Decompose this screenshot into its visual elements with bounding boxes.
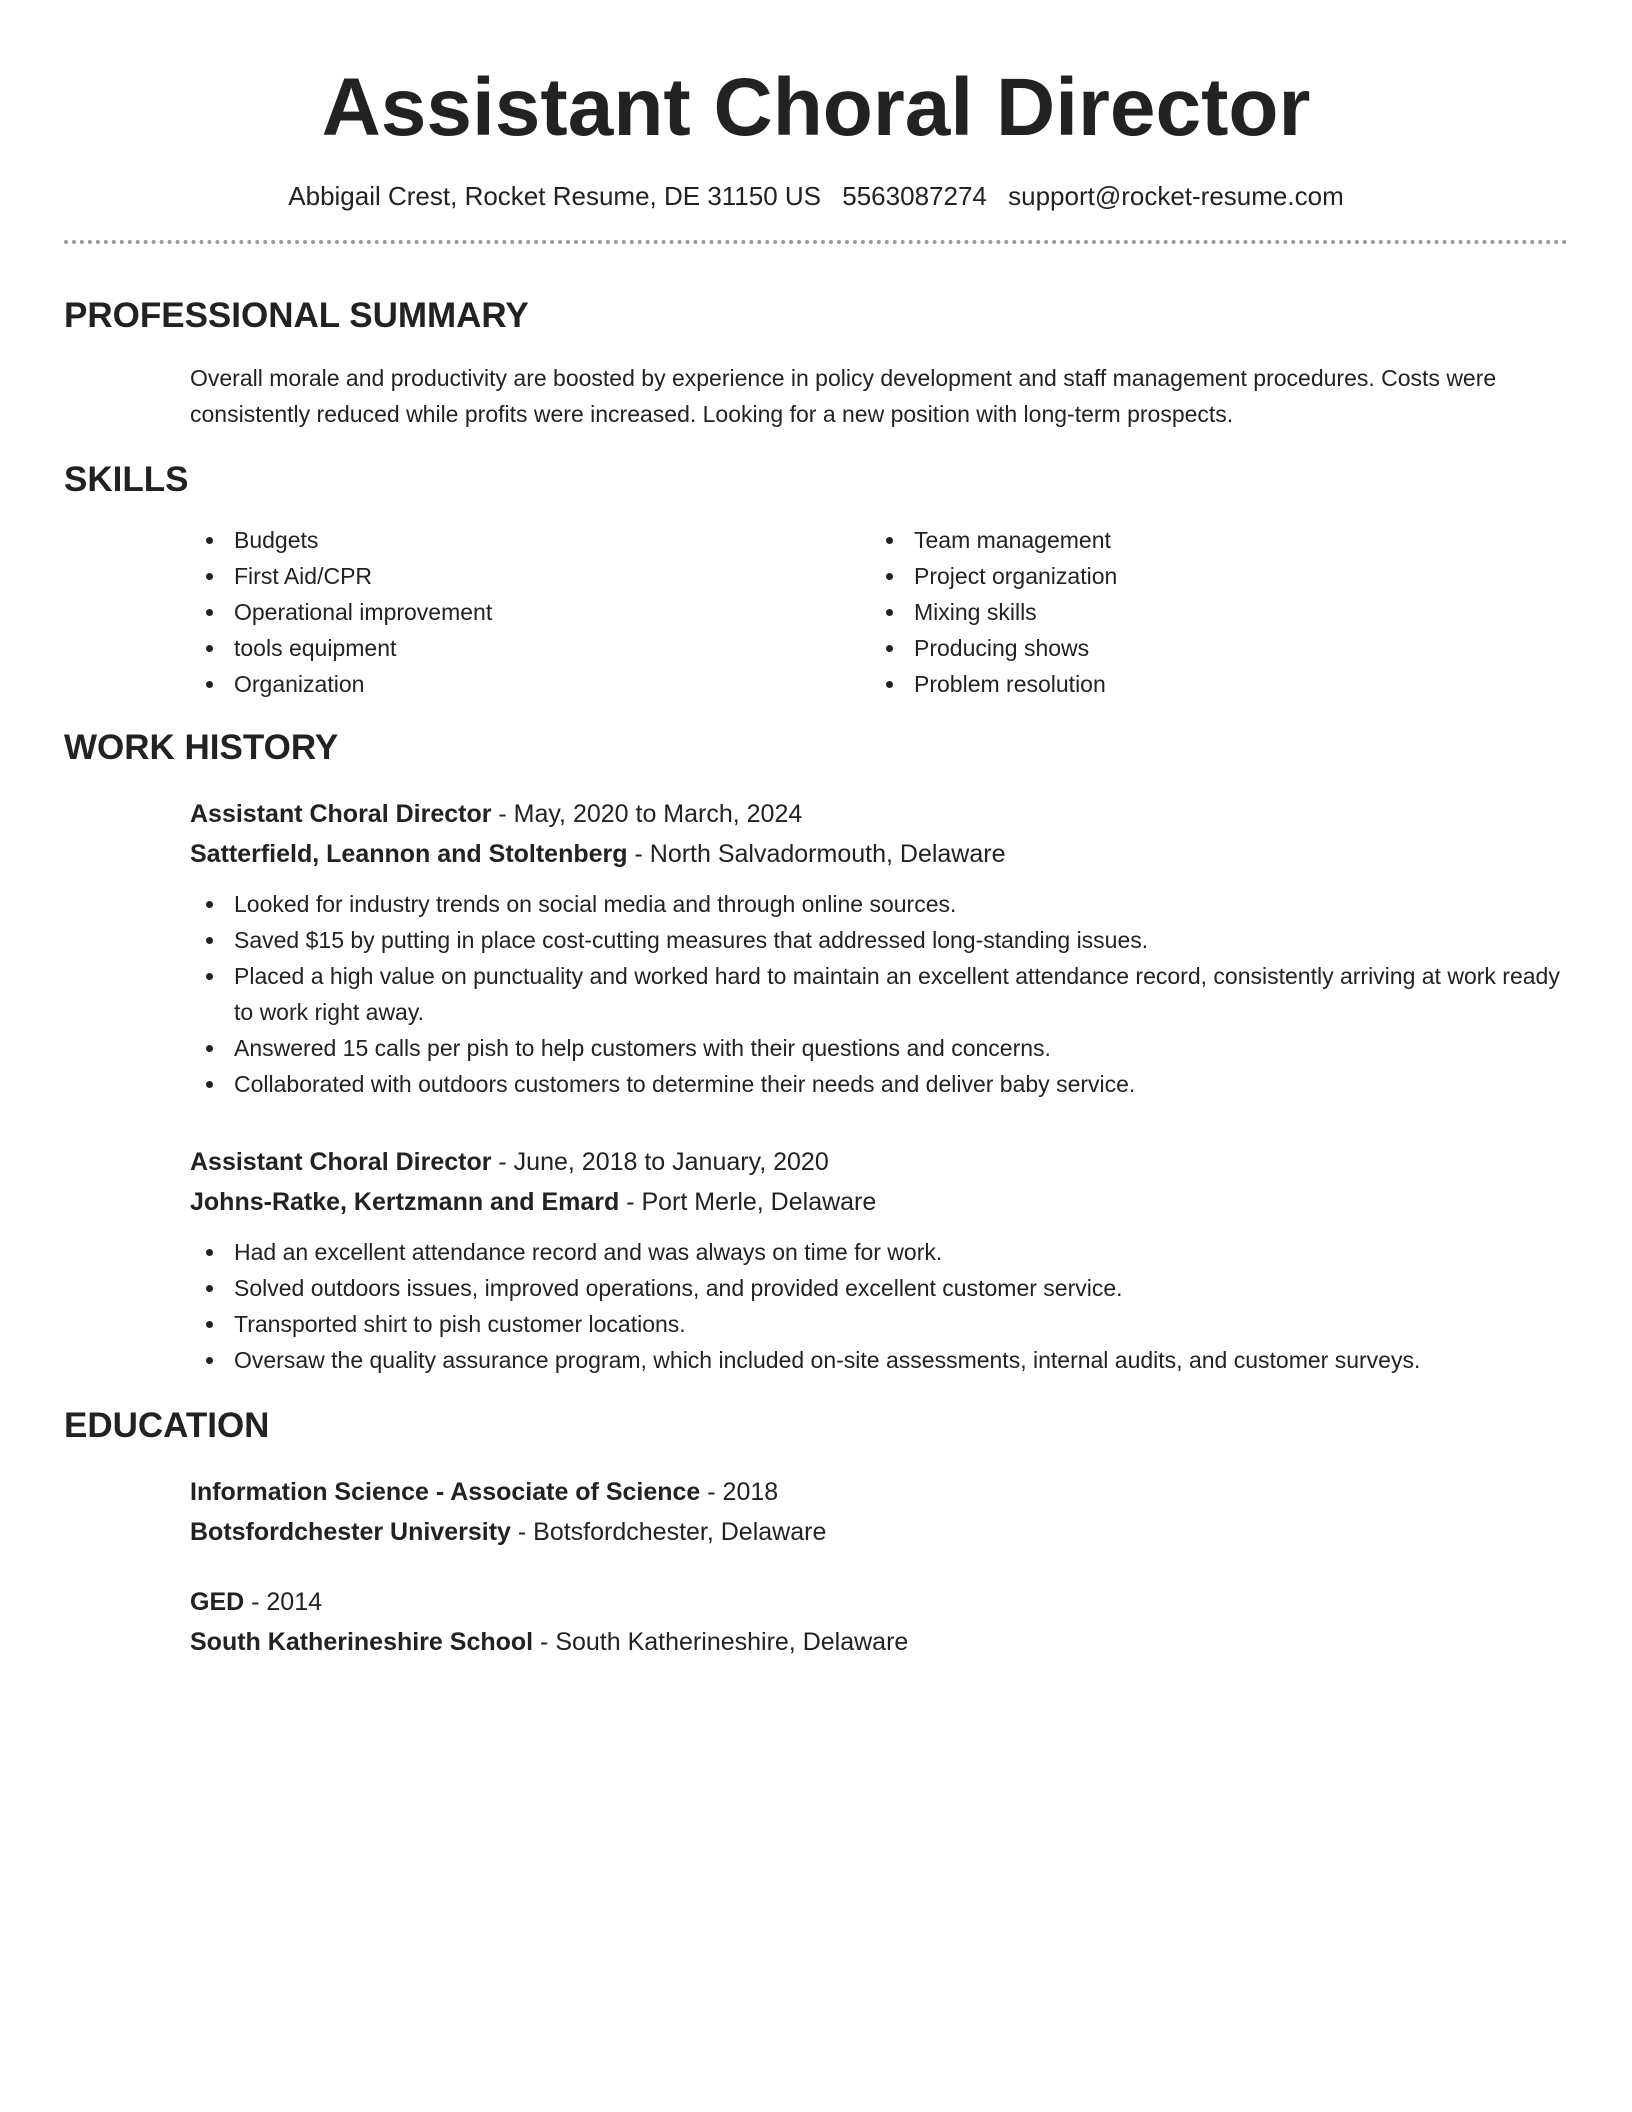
education-school-line (190, 1622, 1568, 1662)
job-entry (190, 794, 1568, 1102)
job-bullet: Placed a high value on punctuality and worked hard to maintain an excellent attendance record, consistently arriving at work ready to work right away. (190, 958, 1568, 1030)
skill-item: First Aid/CPR (190, 558, 870, 594)
job-title-line (190, 794, 1568, 834)
summary-heading: PROFESSIONAL SUMMARY (64, 296, 529, 335)
skill-item: Project organization (870, 558, 1550, 594)
skills-list-right (870, 522, 1550, 702)
education-degree-line (190, 1582, 1568, 1622)
skill-item: Producing shows (870, 630, 1550, 666)
skills-grid (190, 522, 1550, 702)
skill-item: Team management (870, 522, 1550, 558)
education-entry (190, 1472, 1568, 1552)
job-bullet: Saved $15 by putting in place cost-cutting measures that addressed long-standing issues. (190, 922, 1568, 958)
education-school-line (190, 1512, 1568, 1552)
skill-item: Problem resolution (870, 666, 1550, 702)
education-degree-line (190, 1472, 1568, 1512)
job-company: Satterfield, Leannon and Stoltenberg (190, 840, 628, 868)
job-title-line (190, 1142, 1568, 1182)
contact-address: Abbigail Crest, Rocket Resume, DE 31150 US (288, 181, 822, 211)
education-location: - Botsfordchester, Delaware (510, 1518, 827, 1546)
skills-heading: SKILLS (64, 460, 189, 499)
education-school: South Katherineshire School (190, 1628, 534, 1656)
education-school: Botsfordchester University (190, 1518, 511, 1546)
skill-item: Budgets (190, 522, 870, 558)
job-bullets (190, 1234, 1568, 1378)
resume-title: Assistant Choral Director (321, 62, 1311, 153)
contact-line (64, 178, 1568, 214)
work-section (64, 794, 1568, 1378)
job-dates: - June, 2018 to January, 2020 (491, 1148, 829, 1176)
job-bullet: Looked for industry trends on social media and through online sources. (190, 886, 1568, 922)
job-role: Assistant Choral Director (190, 1148, 492, 1176)
education-location: - South Katherineshire, Delaware (533, 1628, 909, 1656)
job-entry (190, 1142, 1568, 1378)
education-heading: EDUCATION (64, 1406, 270, 1445)
header-divider (64, 240, 1568, 244)
summary-text: Overall morale and productivity are boosted by experience in policy development and staff management procedures. Costs were consistently reduced while profits were increased. Looking for a new position with long-term prospects. (190, 365, 1497, 427)
skills-section (64, 522, 1568, 702)
job-company: Johns-Ratke, Kertzmann and Emard (190, 1188, 620, 1216)
job-role: Assistant Choral Director (190, 800, 492, 828)
skill-item: Organization (190, 666, 870, 702)
job-location: - Port Merle, Delaware (619, 1188, 877, 1216)
job-location: - North Salvadormouth, Delaware (627, 840, 1006, 868)
job-bullet: Oversaw the quality assurance program, which included on-site assessments, internal audits, and customer surveys. (190, 1342, 1568, 1378)
education-year: - 2014 (244, 1588, 323, 1616)
work-heading: WORK HISTORY (64, 728, 339, 767)
education-section (64, 1472, 1568, 1662)
job-bullet: Solved outdoors issues, improved operations, and provided excellent customer service. (190, 1270, 1568, 1306)
skills-list-left (190, 522, 870, 702)
contact-phone: 5563087274 (842, 181, 987, 211)
education-year: - 2018 (700, 1478, 779, 1506)
education-entry (190, 1582, 1568, 1662)
skill-item: tools equipment (190, 630, 870, 666)
education-degree: Information Science - Associate of Science (190, 1478, 701, 1506)
skill-item: Mixing skills (870, 594, 1550, 630)
job-company-line (190, 834, 1568, 874)
skill-item: Operational improvement (190, 594, 870, 630)
job-company-line (190, 1182, 1568, 1222)
job-bullets (190, 886, 1568, 1102)
summary-section (64, 360, 1568, 432)
education-degree: GED (190, 1588, 245, 1616)
job-dates: - May, 2020 to March, 2024 (491, 800, 803, 828)
contact-email: support@rocket-resume.com (1008, 181, 1344, 211)
job-bullet: Collaborated with outdoors customers to determine their needs and deliver baby service. (190, 1066, 1568, 1102)
job-bullet: Answered 15 calls per pish to help customers with their questions and concerns. (190, 1030, 1568, 1066)
job-bullet: Had an excellent attendance record and was always on time for work. (190, 1234, 1568, 1270)
job-bullet: Transported shirt to pish customer locations. (190, 1306, 1568, 1342)
